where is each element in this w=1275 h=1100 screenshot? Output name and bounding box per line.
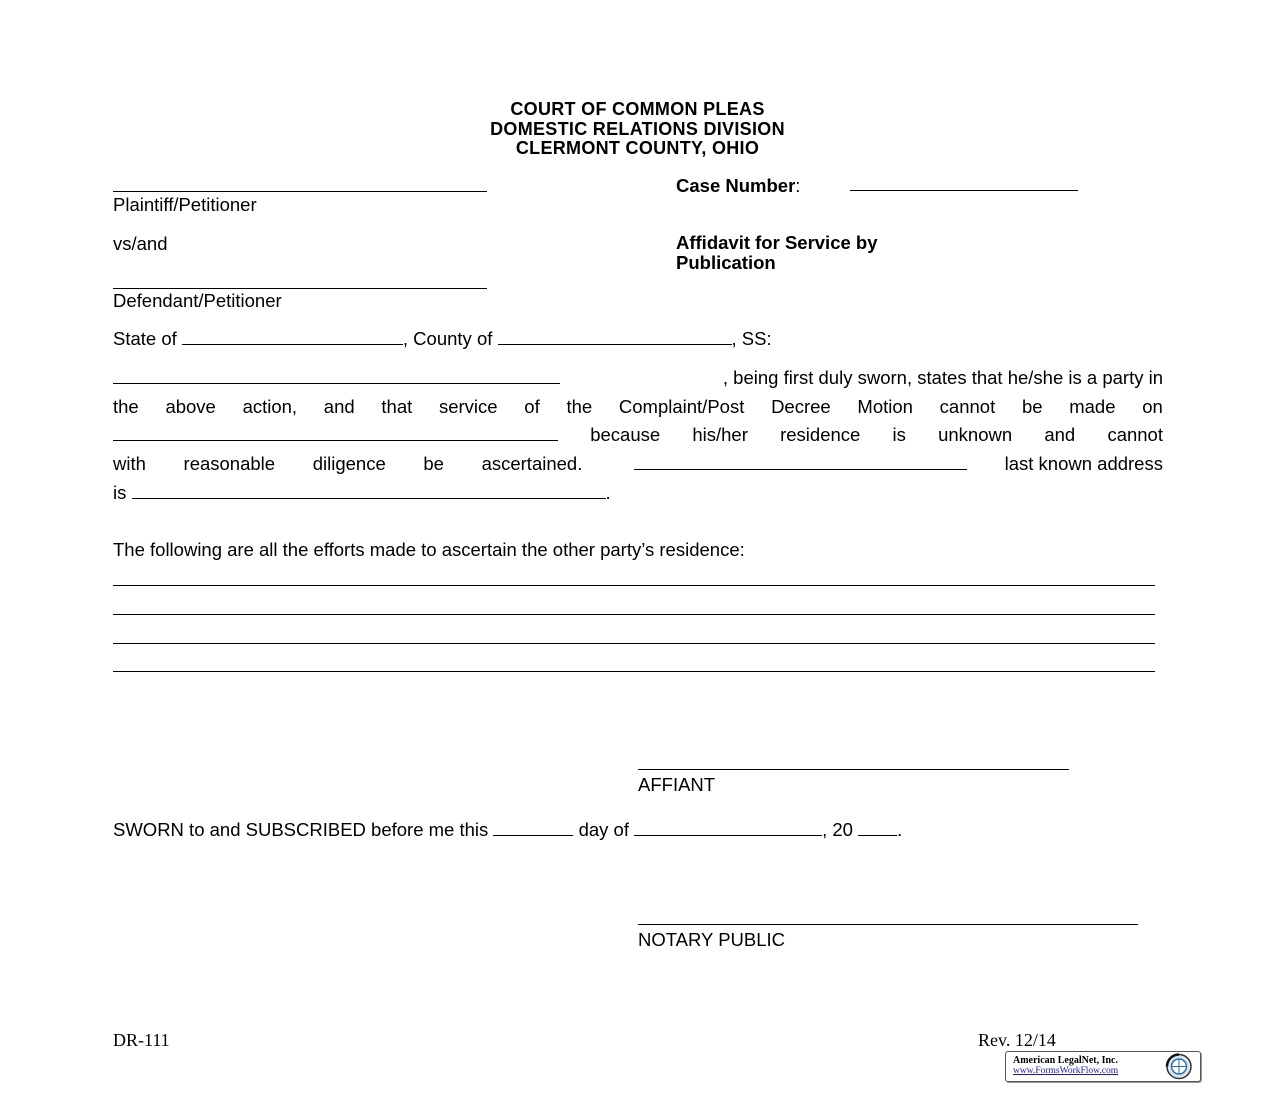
form-title-line1: Affidavit for Service by — [676, 232, 878, 253]
last-known-address-field[interactable] — [132, 484, 606, 499]
case-number-colon: : — [795, 175, 801, 196]
jurat-year-field[interactable] — [858, 821, 897, 836]
state-label: State of — [113, 328, 177, 349]
jurat-row — [113, 819, 902, 841]
globe-icon — [1161, 1053, 1197, 1080]
affiant-name-field[interactable] — [113, 369, 560, 384]
body-word: ascertained. — [481, 453, 583, 474]
ss-label: , SS: — [731, 328, 772, 349]
affiant-signature-line[interactable] — [638, 769, 1069, 770]
body-word: Motion — [857, 396, 913, 417]
body-line-5 — [113, 482, 611, 504]
efforts-line-3[interactable] — [113, 643, 1155, 644]
efforts-label: The following are all the efforts made to ascertain the other party’s residence: — [113, 539, 745, 560]
body-word: action, — [242, 396, 298, 417]
address-owner-field[interactable] — [634, 455, 967, 470]
form-title-line2: Publication — [676, 252, 776, 273]
jurat-text-2: day of — [578, 819, 629, 840]
defendant-label: Defendant/Petitioner — [113, 290, 282, 311]
body-word: that — [381, 396, 413, 417]
state-field[interactable] — [182, 330, 403, 345]
body-word: is — [892, 424, 906, 445]
body-word: residence — [780, 424, 861, 445]
county-name: CLERMONT COUNTY, OHIO — [515, 138, 760, 158]
body-word: cannot — [1107, 424, 1163, 445]
body-line-3 — [113, 424, 1163, 446]
body-line-4 — [113, 453, 1163, 475]
body-word: with — [113, 453, 146, 474]
body-line-1 — [113, 367, 1163, 389]
body-line-1-text: , being first duly sworn, states that he/she is a party in — [722, 367, 1163, 388]
county-label: , County of — [402, 328, 493, 349]
body-word: the — [113, 396, 139, 417]
body-word: Decree — [771, 396, 831, 417]
notary-signature-line[interactable] — [638, 924, 1138, 925]
venue-row — [113, 328, 772, 350]
body-word: be — [423, 453, 444, 474]
body-word: of — [524, 396, 540, 417]
body-word: reasonable — [183, 453, 276, 474]
plaintiff-name-line[interactable] — [113, 191, 487, 192]
vs-label: vs/and — [113, 233, 168, 254]
body-word: unknown — [938, 424, 1013, 445]
last-known-address-label: last known address — [1004, 453, 1163, 474]
case-number-row — [676, 175, 800, 197]
division-name: DOMESTIC RELATIONS DIVISION — [490, 119, 785, 139]
notary-label: NOTARY PUBLIC — [638, 929, 786, 950]
efforts-line-1[interactable] — [113, 585, 1155, 586]
body-word: Complaint/Post — [618, 396, 745, 417]
jurat-text-3: , 20 — [822, 819, 853, 840]
jurat-month-field[interactable] — [634, 821, 822, 836]
body-word: service — [438, 396, 498, 417]
body-word: cannot — [939, 396, 996, 417]
body-word: above — [165, 396, 216, 417]
revision-label: Rev. 12/14 — [978, 1030, 1056, 1050]
body-word: be — [1021, 396, 1043, 417]
jurat-day-field[interactable] — [493, 821, 573, 836]
case-number-label: Case Number — [676, 175, 796, 196]
affiant-label: AFFIANT — [638, 774, 716, 795]
defendant-name-line[interactable] — [113, 288, 487, 289]
body-word: the — [566, 396, 593, 417]
publisher-name: American LegalNet, Inc. — [1013, 1055, 1118, 1066]
form-id: DR-111 — [113, 1030, 170, 1050]
plaintiff-label: Plaintiff/Petitioner — [113, 194, 257, 215]
efforts-line-4[interactable] — [113, 671, 1155, 672]
body-word: his/her — [692, 424, 748, 445]
case-number-field[interactable] — [850, 190, 1078, 191]
county-field[interactable] — [498, 330, 732, 345]
body-period: . — [605, 482, 611, 503]
publisher-url[interactable]: www.FormsWorkFlow.com — [1013, 1066, 1119, 1076]
body-word: and — [1044, 424, 1076, 445]
court-name: COURT OF COMMON PLEAS — [510, 99, 765, 119]
body-word: diligence — [312, 453, 386, 474]
jurat-text-4: . — [897, 819, 903, 840]
body-word: because — [590, 424, 661, 445]
other-party-name-field[interactable] — [113, 426, 558, 441]
efforts-line-2[interactable] — [113, 614, 1155, 615]
body-word: on — [1142, 396, 1163, 417]
body-line-2 — [113, 396, 1163, 418]
body-word: made — [1069, 396, 1116, 417]
body-word: is — [113, 482, 127, 503]
body-word: and — [323, 396, 355, 417]
publisher-logo — [1005, 1051, 1201, 1082]
jurat-text-1: SWORN to and SUBSCRIBED before me this — [113, 819, 489, 840]
